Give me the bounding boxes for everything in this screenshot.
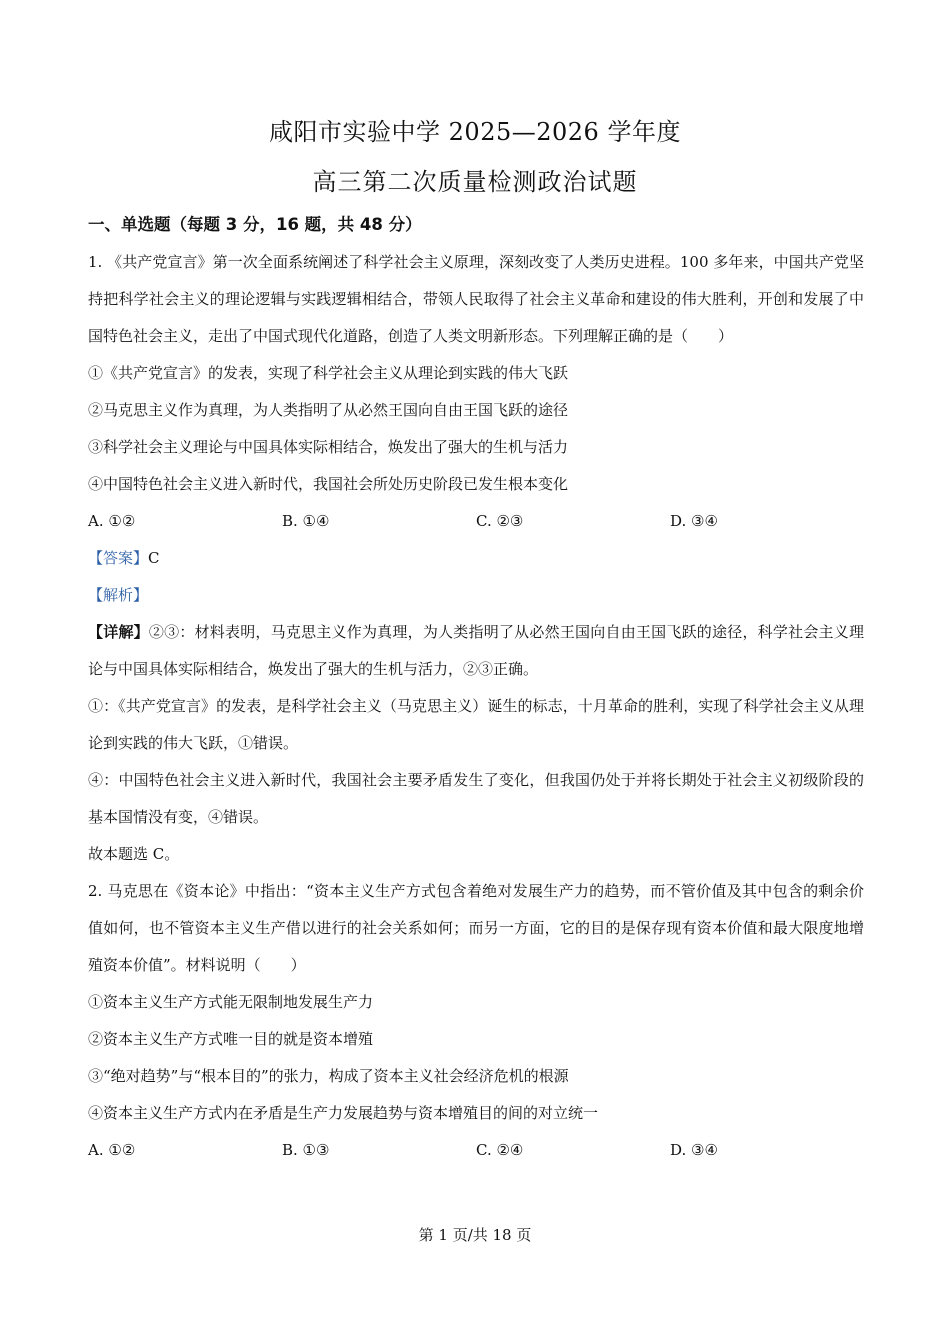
analysis-tag: 【解析】 bbox=[88, 586, 149, 604]
detail-paragraph-3: ④：中国特色社会主义进入新时代，我国社会主要矛盾发生了变化，但我国仍处于并将长期处于社会主义初级阶段的基本国情没有变，④错误。 bbox=[88, 771, 864, 826]
questions-body bbox=[88, 244, 864, 1169]
question-2-stem: 2. 马克思在《资本论》中指出：“资本主义生产方式包含着绝对发展生产力的趋势，而不管价值及其中包含的剩余价值如何，也不管资本主义生产借以进行的社会关系如何；而另一方面，它的目的是保存现有资本价值和最大限度地增殖资本价值”。材料说明（ ） bbox=[88, 882, 864, 974]
question-2-option-4: ④资本主义生产方式内在矛盾是生产力发展趋势与资本增殖目的间的对立统一 bbox=[88, 1104, 599, 1122]
question-2-choices bbox=[88, 1132, 864, 1169]
choice-d: D. ③④ bbox=[670, 1141, 718, 1159]
choice-c: C. ②④ bbox=[476, 1141, 524, 1159]
detail-tag: 【详解】 bbox=[88, 623, 149, 641]
choice-b: B. ①④ bbox=[282, 512, 330, 530]
choice-a: A. ①② bbox=[88, 1141, 136, 1159]
detail-paragraph-2: ①：《共产党宣言》的发表，是科学社会主义（马克思主义）诞生的标志，十月革命的胜利，实现了科学社会主义从理论到实践的伟大飞跃，①错误。 bbox=[88, 697, 864, 752]
question-1-choices bbox=[88, 503, 864, 540]
question-1-option-1: ①《共产党宣言》的发表，实现了科学社会主义从理论到实践的伟大飞跃 bbox=[88, 364, 569, 382]
section-heading: 一、单选题（每题 3 分，16 题，共 48 分） bbox=[88, 215, 422, 234]
choice-c: C. ②③ bbox=[476, 512, 524, 530]
page-number-footer: 第 1 页/共 18 页 bbox=[418, 1226, 532, 1244]
question-1-stem: 1. 《共产党宣言》第一次全面系统阐述了科学社会主义原理，深刻改变了人类历史进程。100 多年来，中国共产党坚持把科学社会主义的理论逻辑与实践逻辑相结合，带领人民取得了社会主义革命和建设的伟大胜利，开创和发展了中国特色社会主义，走出了中国式现代化道路，创造了人类文明新形态。下列理解正确的是（ ） bbox=[88, 253, 864, 345]
conclusion: 故本题选 C。 bbox=[88, 845, 180, 863]
question-1-option-3: ③科学社会主义理论与中国具体实际相结合，焕发出了强大的生机与活力 bbox=[88, 438, 569, 456]
choice-b: B. ①③ bbox=[282, 1141, 330, 1159]
question-1-option-4: ④中国特色社会主义进入新时代，我国社会所处历史阶段已发生根本变化 bbox=[88, 475, 569, 493]
choice-a: A. ①② bbox=[88, 512, 136, 530]
question-2-option-2: ②资本主义生产方式唯一目的就是资本增殖 bbox=[88, 1030, 374, 1048]
exam-title-line1: 咸阳市实验中学 2025—2026 学年度 bbox=[269, 118, 681, 146]
detail-paragraph-1 bbox=[88, 614, 864, 688]
question-2-option-3: ③“绝对趋势”与“根本目的”的张力，构成了资本主义社会经济危机的根源 bbox=[88, 1067, 569, 1085]
answer-line bbox=[88, 540, 864, 577]
answer-tag: 【答案】 bbox=[88, 549, 149, 567]
exam-title-line2: 高三第二次质量检测政治试题 bbox=[312, 168, 638, 196]
question-2-option-1: ①资本主义生产方式能无限制地发展生产力 bbox=[88, 993, 374, 1011]
question-1-option-2: ②马克思主义作为真理，为人类指明了从必然王国向自由王国飞跃的途径 bbox=[88, 401, 569, 419]
choice-d: D. ③④ bbox=[670, 512, 718, 530]
answer-value: C bbox=[148, 549, 160, 567]
detail-text-1: ②③：材料表明，马克思主义作为真理，为人类指明了从必然王国向自由王国飞跃的途径，科学社会主义理论与中国具体实际相结合，焕发出了强大的生机与活力，②③正确。 bbox=[88, 623, 864, 678]
